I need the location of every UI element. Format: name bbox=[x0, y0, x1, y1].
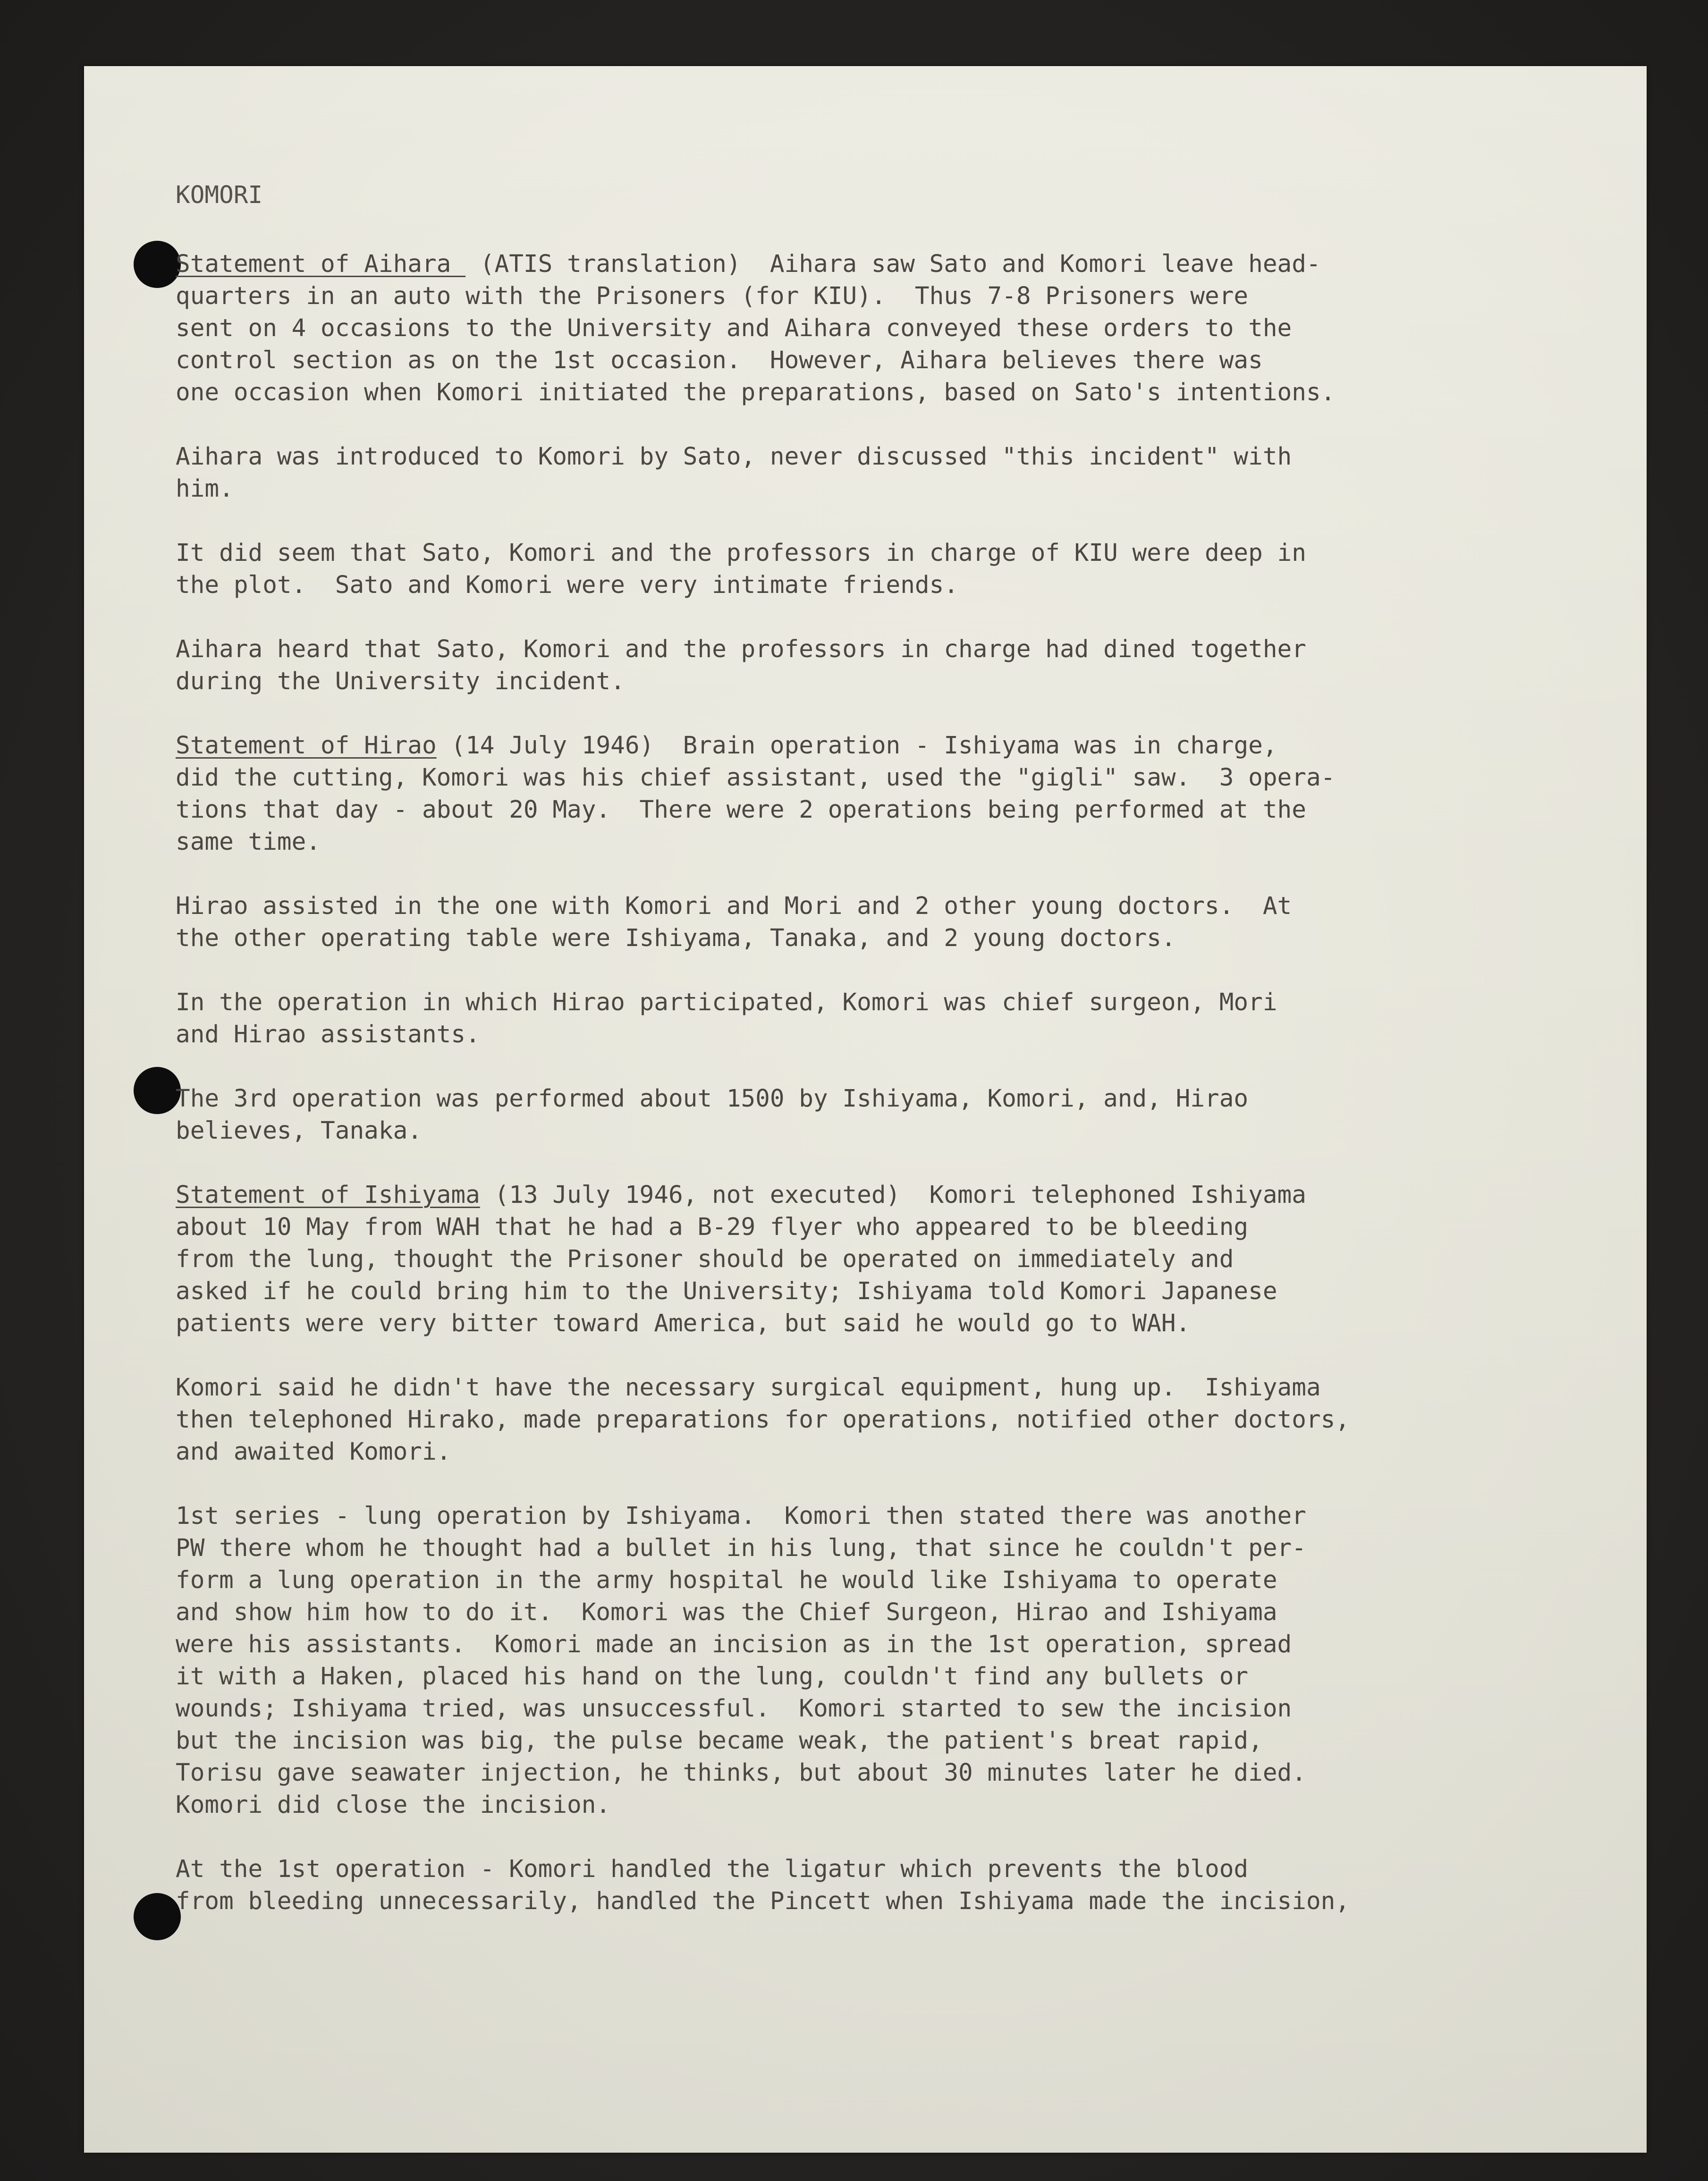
text-line bbox=[176, 1885, 1545, 1918]
line-text: wounds; Ishiyama tried, was unsuccessful. Komori started to sew the incision bbox=[176, 1695, 1292, 1723]
line-text: form a lung operation in the army hospital he would like Ishiyama to operate bbox=[176, 1566, 1277, 1594]
line-text: and Hirao assistants. bbox=[176, 1021, 480, 1048]
document-heading: KOMORI bbox=[176, 181, 263, 209]
text-line bbox=[176, 537, 1545, 569]
paragraph bbox=[176, 1179, 1545, 1340]
line-text: Torisu gave seawater injection, he thinks, but about 30 minutes later he died. bbox=[176, 1759, 1306, 1787]
paragraph bbox=[176, 441, 1545, 505]
line-text: The 3rd operation was performed about 1500 by Ishiyama, Komori, and, Hirao bbox=[176, 1085, 1249, 1113]
text-line bbox=[176, 473, 1545, 505]
text-line bbox=[176, 1853, 1545, 1885]
paragraph bbox=[176, 890, 1545, 955]
line-text: during the University incident. bbox=[176, 668, 625, 695]
line-text: sent on 4 occasions to the University and Aihara conveyed these orders to the bbox=[176, 314, 1292, 342]
line-text: the plot. Sato and Komori were very intimate friends. bbox=[176, 571, 959, 599]
paragraph bbox=[176, 1372, 1545, 1468]
line-text: (14 July 1946) Brain operation - Ishiyama was in charge, bbox=[436, 732, 1277, 760]
text-line bbox=[176, 1308, 1545, 1340]
text-line bbox=[176, 730, 1545, 762]
text-line bbox=[176, 1083, 1545, 1115]
line-text: asked if he could bring him to the University; Ishiyama told Komori Japanese bbox=[176, 1277, 1277, 1305]
line-text: In the operation in which Hirao participated, Komori was chief surgeon, Mori bbox=[176, 989, 1277, 1016]
text-line bbox=[176, 1629, 1545, 1661]
text-line bbox=[176, 1500, 1545, 1532]
text-line bbox=[176, 313, 1545, 345]
text-line bbox=[176, 441, 1545, 473]
text-line bbox=[176, 1019, 1545, 1051]
paragraph bbox=[176, 1083, 1545, 1147]
line-text: PW there whom he thought had a bullet in his lung, that since he couldn't per- bbox=[176, 1534, 1306, 1562]
line-text: did the cutting, Komori was his chief assistant, used the "gigli" saw. 3 opera- bbox=[176, 764, 1336, 792]
line-text: and show him how to do it. Komori was the Chief Surgeon, Hirao and Ishiyama bbox=[176, 1598, 1277, 1626]
binder-hole-bottom bbox=[134, 1893, 181, 1940]
text-line bbox=[176, 1372, 1545, 1404]
line-text: Hirao assisted in the one with Komori and Mori and 2 other young doctors. At bbox=[176, 892, 1292, 920]
line-text: It did seem that Sato, Komori and the professors in charge of KIU were deep in bbox=[176, 539, 1306, 567]
line-text: At the 1st operation - Komori handled the ligatur which prevents the blood bbox=[176, 1855, 1249, 1883]
text-line bbox=[176, 762, 1545, 794]
text-line bbox=[176, 569, 1545, 601]
line-text: control section as on the 1st occasion. However, Aihara believes there was bbox=[176, 347, 1263, 374]
text-line bbox=[176, 1404, 1545, 1436]
paragraph bbox=[176, 634, 1545, 698]
text-line bbox=[176, 1276, 1545, 1308]
line-text: from the lung, thought the Prisoner should be operated on immediately and bbox=[176, 1245, 1234, 1273]
line-text: were his assistants. Komori made an incision as in the 1st operation, spread bbox=[176, 1631, 1292, 1658]
paragraph bbox=[176, 730, 1545, 858]
line-text: Komori did close the incision. bbox=[176, 1791, 611, 1819]
line-text: (ATIS translation) Aihara saw Sato and Komori leave head- bbox=[465, 250, 1321, 278]
binder-hole-middle bbox=[134, 1067, 181, 1114]
text-line bbox=[176, 1725, 1545, 1757]
text-line bbox=[176, 1789, 1545, 1821]
line-text: patients were very bitter toward America, but said he would go to WAH. bbox=[176, 1310, 1191, 1337]
paragraph bbox=[176, 1500, 1545, 1821]
statement-title: Statement of Hirao bbox=[176, 732, 437, 760]
line-text: him. bbox=[176, 475, 234, 503]
text-line bbox=[176, 1532, 1545, 1564]
text-line bbox=[176, 1211, 1545, 1243]
line-text: same time. bbox=[176, 828, 321, 856]
text-line bbox=[176, 634, 1545, 666]
line-text: quarters in an auto with the Prisoners (for KIU). Thus 7-8 Prisoners were bbox=[176, 282, 1249, 310]
line-text: tions that day - about 20 May. There were 2 operations being performed at the bbox=[176, 796, 1306, 824]
statement-title: Statement of Ishiyama bbox=[176, 1181, 480, 1209]
line-text: but the incision was big, the pulse became weak, the patient's breat rapid, bbox=[176, 1727, 1263, 1755]
line-text: then telephoned Hirako, made preparations for operations, notified other doctors, bbox=[176, 1406, 1350, 1434]
line-text: (13 July 1946, not executed) Komori telephoned Ishiyama bbox=[480, 1181, 1306, 1209]
text-line bbox=[176, 1179, 1545, 1211]
text-line bbox=[176, 922, 1545, 955]
text-line bbox=[176, 280, 1545, 313]
text-line bbox=[176, 377, 1545, 409]
text-line bbox=[176, 987, 1545, 1019]
paragraph-list bbox=[176, 248, 1545, 1918]
line-text: Aihara was introduced to Komori by Sato, never discussed "this incident" with bbox=[176, 443, 1292, 471]
line-text: 1st series - lung operation by Ishiyama. Komori then stated there was another bbox=[176, 1502, 1306, 1530]
text-line bbox=[176, 1757, 1545, 1789]
text-line bbox=[176, 666, 1545, 698]
text-line bbox=[176, 1564, 1545, 1597]
line-text: Aihara heard that Sato, Komori and the professors in charge had dined together bbox=[176, 635, 1306, 663]
paragraph bbox=[176, 987, 1545, 1051]
binder-hole-top bbox=[134, 241, 181, 288]
document-body bbox=[176, 118, 1545, 1950]
line-text: believes, Tanaka. bbox=[176, 1117, 422, 1145]
text-line bbox=[176, 1243, 1545, 1276]
line-text: and awaited Komori. bbox=[176, 1438, 451, 1466]
line-text: Komori said he didn't have the necessary surgical equipment, hung up. Ishiyama bbox=[176, 1374, 1321, 1402]
text-line bbox=[176, 1597, 1545, 1629]
statement-title: Statement of Aihara bbox=[176, 250, 466, 278]
line-text: from bleeding unnecessarily, handled the Pincett when Ishiyama made the incision, bbox=[176, 1887, 1350, 1915]
text-line bbox=[176, 826, 1545, 858]
text-line bbox=[176, 794, 1545, 826]
text-line bbox=[176, 248, 1545, 280]
paragraph bbox=[176, 248, 1545, 409]
text-line bbox=[176, 1693, 1545, 1725]
text-line bbox=[176, 345, 1545, 377]
text-line bbox=[176, 1115, 1545, 1147]
text-line bbox=[176, 1436, 1545, 1468]
paragraph bbox=[176, 1853, 1545, 1918]
line-text: about 10 May from WAH that he had a B-29 flyer who appeared to be bleeding bbox=[176, 1213, 1249, 1241]
text-line bbox=[176, 890, 1545, 922]
text-line bbox=[176, 1661, 1545, 1693]
line-text: one occasion when Komori initiated the preparations, based on Sato's intentions. bbox=[176, 379, 1336, 406]
paragraph bbox=[176, 537, 1545, 601]
line-text: the other operating table were Ishiyama, Tanaka, and 2 young doctors. bbox=[176, 924, 1176, 952]
line-text: it with a Haken, placed his hand on the lung, couldn't find any bullets or bbox=[176, 1663, 1249, 1691]
